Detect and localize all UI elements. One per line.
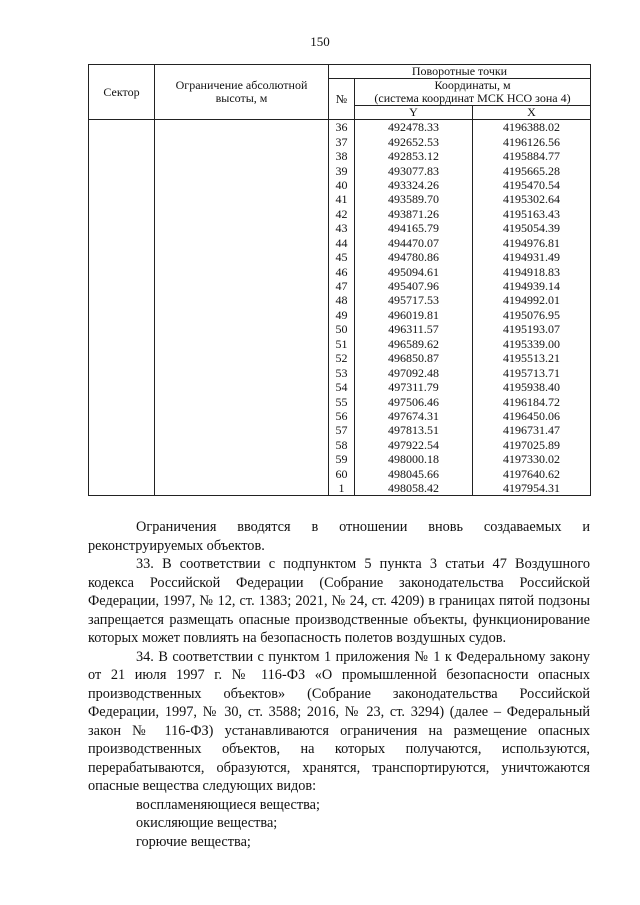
coordinate-y-cell: 493871.26 — [355, 207, 473, 221]
coordinate-x-cell: 4195076.95 — [473, 308, 591, 322]
coordinate-y-cell: 497311.79 — [355, 380, 473, 394]
table-row — [89, 120, 591, 135]
point-number-cell: 43 — [329, 221, 355, 235]
point-number-cell: 50 — [329, 322, 355, 336]
point-number-cell: 56 — [329, 409, 355, 423]
point-number-cell: 40 — [329, 178, 355, 192]
coordinate-x-cell: 4194939.14 — [473, 279, 591, 293]
point-number-cell: 42 — [329, 207, 355, 221]
coordinates-table — [88, 64, 591, 496]
point-number-cell: 45 — [329, 250, 355, 264]
coordinate-x-cell: 4195163.43 — [473, 207, 591, 221]
header-coordinates-label: Координаты, м — [434, 78, 511, 92]
coordinate-y-cell: 497506.46 — [355, 394, 473, 408]
header-sector: Сектор — [89, 65, 155, 120]
point-number-cell: 57 — [329, 423, 355, 437]
coordinate-y-cell: 498000.18 — [355, 452, 473, 466]
point-number-cell: 47 — [329, 279, 355, 293]
coordinate-x-cell: 4195884.77 — [473, 149, 591, 163]
height-limit-cell — [155, 120, 329, 496]
coordinate-x-cell: 4196126.56 — [473, 134, 591, 148]
point-number-cell: 53 — [329, 365, 355, 379]
coordinate-y-cell: 496311.57 — [355, 322, 473, 336]
coordinate-x-cell: 4196388.02 — [473, 120, 591, 135]
coordinate-y-cell: 497813.51 — [355, 423, 473, 437]
coordinate-y-cell: 498045.66 — [355, 467, 473, 481]
coordinate-x-cell: 4195713.71 — [473, 365, 591, 379]
coordinate-y-cell: 493589.70 — [355, 192, 473, 206]
point-number-cell: 59 — [329, 452, 355, 466]
point-number-cell: 54 — [329, 380, 355, 394]
coordinate-y-cell: 497092.48 — [355, 365, 473, 379]
coordinate-x-cell: 4194992.01 — [473, 293, 591, 307]
point-number-cell: 37 — [329, 134, 355, 148]
list-item-combustible: горючие вещества; — [136, 833, 251, 850]
coordinate-x-cell: 4195513.21 — [473, 351, 591, 365]
point-number-cell: 51 — [329, 337, 355, 351]
coordinate-x-cell: 4194976.81 — [473, 236, 591, 250]
point-number-cell: 55 — [329, 394, 355, 408]
list-item-oxidizing: окисляющие вещества; — [136, 815, 278, 831]
point-number-cell: 46 — [329, 264, 355, 278]
paragraph-33: 33. В соответствии с подпунктом 5 пункта 3 статьи 47 Воздушного кодекса Российской Федерации (Собрание законодательства Российской Федерации, 1997, № 12, ст. 1383; 2021, № 24, ст. 4209) в границах пятой подзоны запрещается размещать опасные производственные объекты, функционирование которых может повлиять на безопасность полетов воздушных судов. — [88, 556, 590, 646]
coordinate-y-cell: 494470.07 — [355, 236, 473, 250]
coordinate-y-cell: 495717.53 — [355, 293, 473, 307]
coordinate-y-cell: 494165.79 — [355, 221, 473, 235]
sector-cell — [89, 120, 155, 496]
coordinate-x-cell: 4195665.28 — [473, 163, 591, 177]
coordinate-y-cell: 496850.87 — [355, 351, 473, 365]
paragraph-34: 34. В соответствии с пунктом 1 приложения № 1 к Федеральному закону от 21 июля 1997 г. № 116-ФЗ «О промышленной безопасности опасных производственных объектов» (Собрание законодательства Российской Федерации, 1997, № 30, ст. 3588; 2016, № 23, ст. 3294) (далее – Федеральный закон № 116-ФЗ) устанавливаются ограничения на размещение опасных производственных объектов, на которых получаются, используются, перерабатываются, образуются, хранятся, транспортируются, уничтожаются опасные вещества следующих видов: — [88, 648, 590, 794]
list-item-flammable: воспламеняющиеся вещества; — [136, 796, 320, 813]
coordinates-table-body — [89, 120, 591, 496]
coordinate-x-cell: 4194918.83 — [473, 264, 591, 278]
coordinate-x-cell: 4197330.02 — [473, 452, 591, 466]
coordinate-x-cell: 4194931.49 — [473, 250, 591, 264]
point-number-cell: 60 — [329, 467, 355, 481]
point-number-cell: 36 — [329, 120, 355, 135]
point-number-cell: 58 — [329, 438, 355, 452]
header-x: X — [473, 106, 591, 120]
coordinate-y-cell: 493324.26 — [355, 178, 473, 192]
coordinate-y-cell: 498058.42 — [355, 481, 473, 496]
header-y: Y — [355, 106, 473, 120]
coordinate-x-cell: 4197954.31 — [473, 481, 591, 496]
header-height-limit: Ограничение абсолютной высоты, м — [155, 65, 329, 120]
coordinate-y-cell: 495407.96 — [355, 279, 473, 293]
coordinate-x-cell: 4195339.00 — [473, 337, 591, 351]
coordinate-y-cell: 497674.31 — [355, 409, 473, 423]
coordinate-y-cell: 492478.33 — [355, 120, 473, 135]
coordinate-x-cell: 4195054.39 — [473, 221, 591, 235]
coordinate-x-cell: 4195938.40 — [473, 380, 591, 394]
body-text — [88, 518, 590, 851]
point-number-cell: 48 — [329, 293, 355, 307]
coordinate-y-cell: 493077.83 — [355, 163, 473, 177]
point-number-cell: 39 — [329, 163, 355, 177]
coordinate-x-cell: 4195193.07 — [473, 322, 591, 336]
point-number-cell: 52 — [329, 351, 355, 365]
header-coordinates — [355, 79, 591, 106]
coordinate-x-cell: 4196731.47 — [473, 423, 591, 437]
point-number-cell: 38 — [329, 149, 355, 163]
header-coordinate-system: (система координат МСК НСО зона 4) — [374, 91, 571, 105]
coordinate-x-cell: 4195302.64 — [473, 192, 591, 206]
coordinate-y-cell: 492652.53 — [355, 134, 473, 148]
coordinate-y-cell: 495094.61 — [355, 264, 473, 278]
coordinate-x-cell: 4197025.89 — [473, 438, 591, 452]
point-number-cell: 41 — [329, 192, 355, 206]
paragraph-restrictions: Ограничения вводятся в отношении вновь создаваемых и реконструируемых объектов. — [88, 519, 590, 554]
coordinate-y-cell: 496589.62 — [355, 337, 473, 351]
point-number-cell: 49 — [329, 308, 355, 322]
page-number: 150 — [310, 34, 330, 49]
point-number-cell: 1 — [329, 481, 355, 496]
header-number: № — [329, 79, 355, 120]
coordinate-x-cell: 4196450.06 — [473, 409, 591, 423]
coordinate-y-cell: 492853.12 — [355, 149, 473, 163]
coordinate-y-cell: 497922.54 — [355, 438, 473, 452]
coordinate-x-cell: 4195470.54 — [473, 178, 591, 192]
coordinate-x-cell: 4197640.62 — [473, 467, 591, 481]
header-turning-points: Поворотные точки — [329, 65, 591, 79]
coordinate-y-cell: 496019.81 — [355, 308, 473, 322]
point-number-cell: 44 — [329, 236, 355, 250]
coordinate-y-cell: 494780.86 — [355, 250, 473, 264]
coordinate-x-cell: 4196184.72 — [473, 394, 591, 408]
